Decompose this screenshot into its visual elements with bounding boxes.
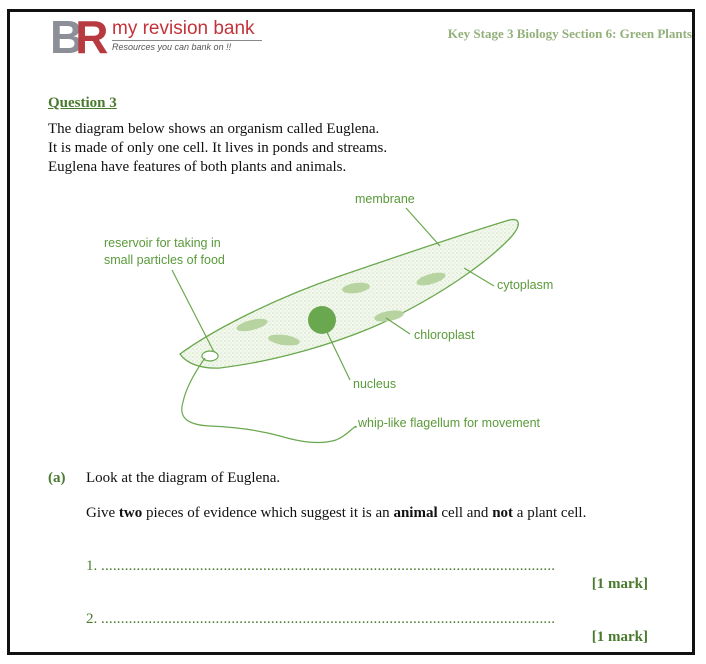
part-a-prompt: Look at the diagram of Euglena. — [86, 470, 281, 486]
answer-line-1[interactable] — [86, 558, 555, 575]
logo-name: my revision bank — [112, 18, 255, 39]
cytoplasm-leader — [464, 268, 494, 286]
header-title: Key Stage 3 Biology Section 6: Green Plants — [447, 26, 692, 41]
instruction-text: a plant cell. — [513, 505, 587, 521]
answer-number: 1. — [86, 558, 98, 574]
answer-dots: ................................................................................................................... — [101, 611, 556, 627]
part-a-letter: (a) — [48, 470, 66, 486]
label-nucleus: nucleus — [353, 377, 397, 391]
instruction-text: Give — [86, 505, 119, 521]
answer-dots: ................................................................................................................... — [101, 558, 556, 574]
intro-line: Euglena have features of both plants and animals. — [48, 159, 347, 175]
label-membrane: membrane — [355, 192, 415, 206]
reservoir-leader — [172, 270, 214, 352]
mark-allocation: [1 mark] — [591, 576, 648, 592]
label-cytoplasm: cytoplasm — [497, 278, 554, 292]
label-chloroplast: chloroplast — [414, 328, 475, 342]
instruction-text: cell and — [437, 505, 493, 521]
chloroplast-leader — [386, 318, 410, 334]
flagellum — [182, 358, 356, 443]
mark-allocation: [1 mark] — [591, 629, 648, 645]
intro-line: It is made of only one cell. It lives in ponds and streams. — [48, 140, 388, 156]
question-title: Question 3 — [48, 95, 117, 111]
logo-tagline: Resources you can bank on !! — [112, 42, 232, 52]
answer-line-2[interactable] — [86, 611, 555, 628]
instruction-emphasis: two — [118, 505, 143, 521]
part-a-instruction — [86, 504, 606, 522]
instruction-emphasis: not — [492, 505, 514, 521]
membrane-leader — [406, 208, 440, 246]
logo-letter-b: B — [50, 11, 76, 63]
intro-line: The diagram below shows an organism called Euglena. — [48, 121, 380, 137]
label-reservoir: small particles of food — [104, 253, 225, 267]
logo-letter-r: R — [75, 11, 101, 63]
instruction-emphasis: animal — [393, 505, 438, 521]
nucleus — [308, 306, 336, 334]
instruction-text: pieces of evidence which suggest it is an — [142, 505, 394, 521]
answer-number: 2. — [86, 611, 98, 627]
label-flagellum: whip-like flagellum for movement — [358, 416, 541, 430]
label-reservoir: reservoir for taking in — [104, 236, 221, 250]
cell-membrane — [180, 219, 518, 368]
